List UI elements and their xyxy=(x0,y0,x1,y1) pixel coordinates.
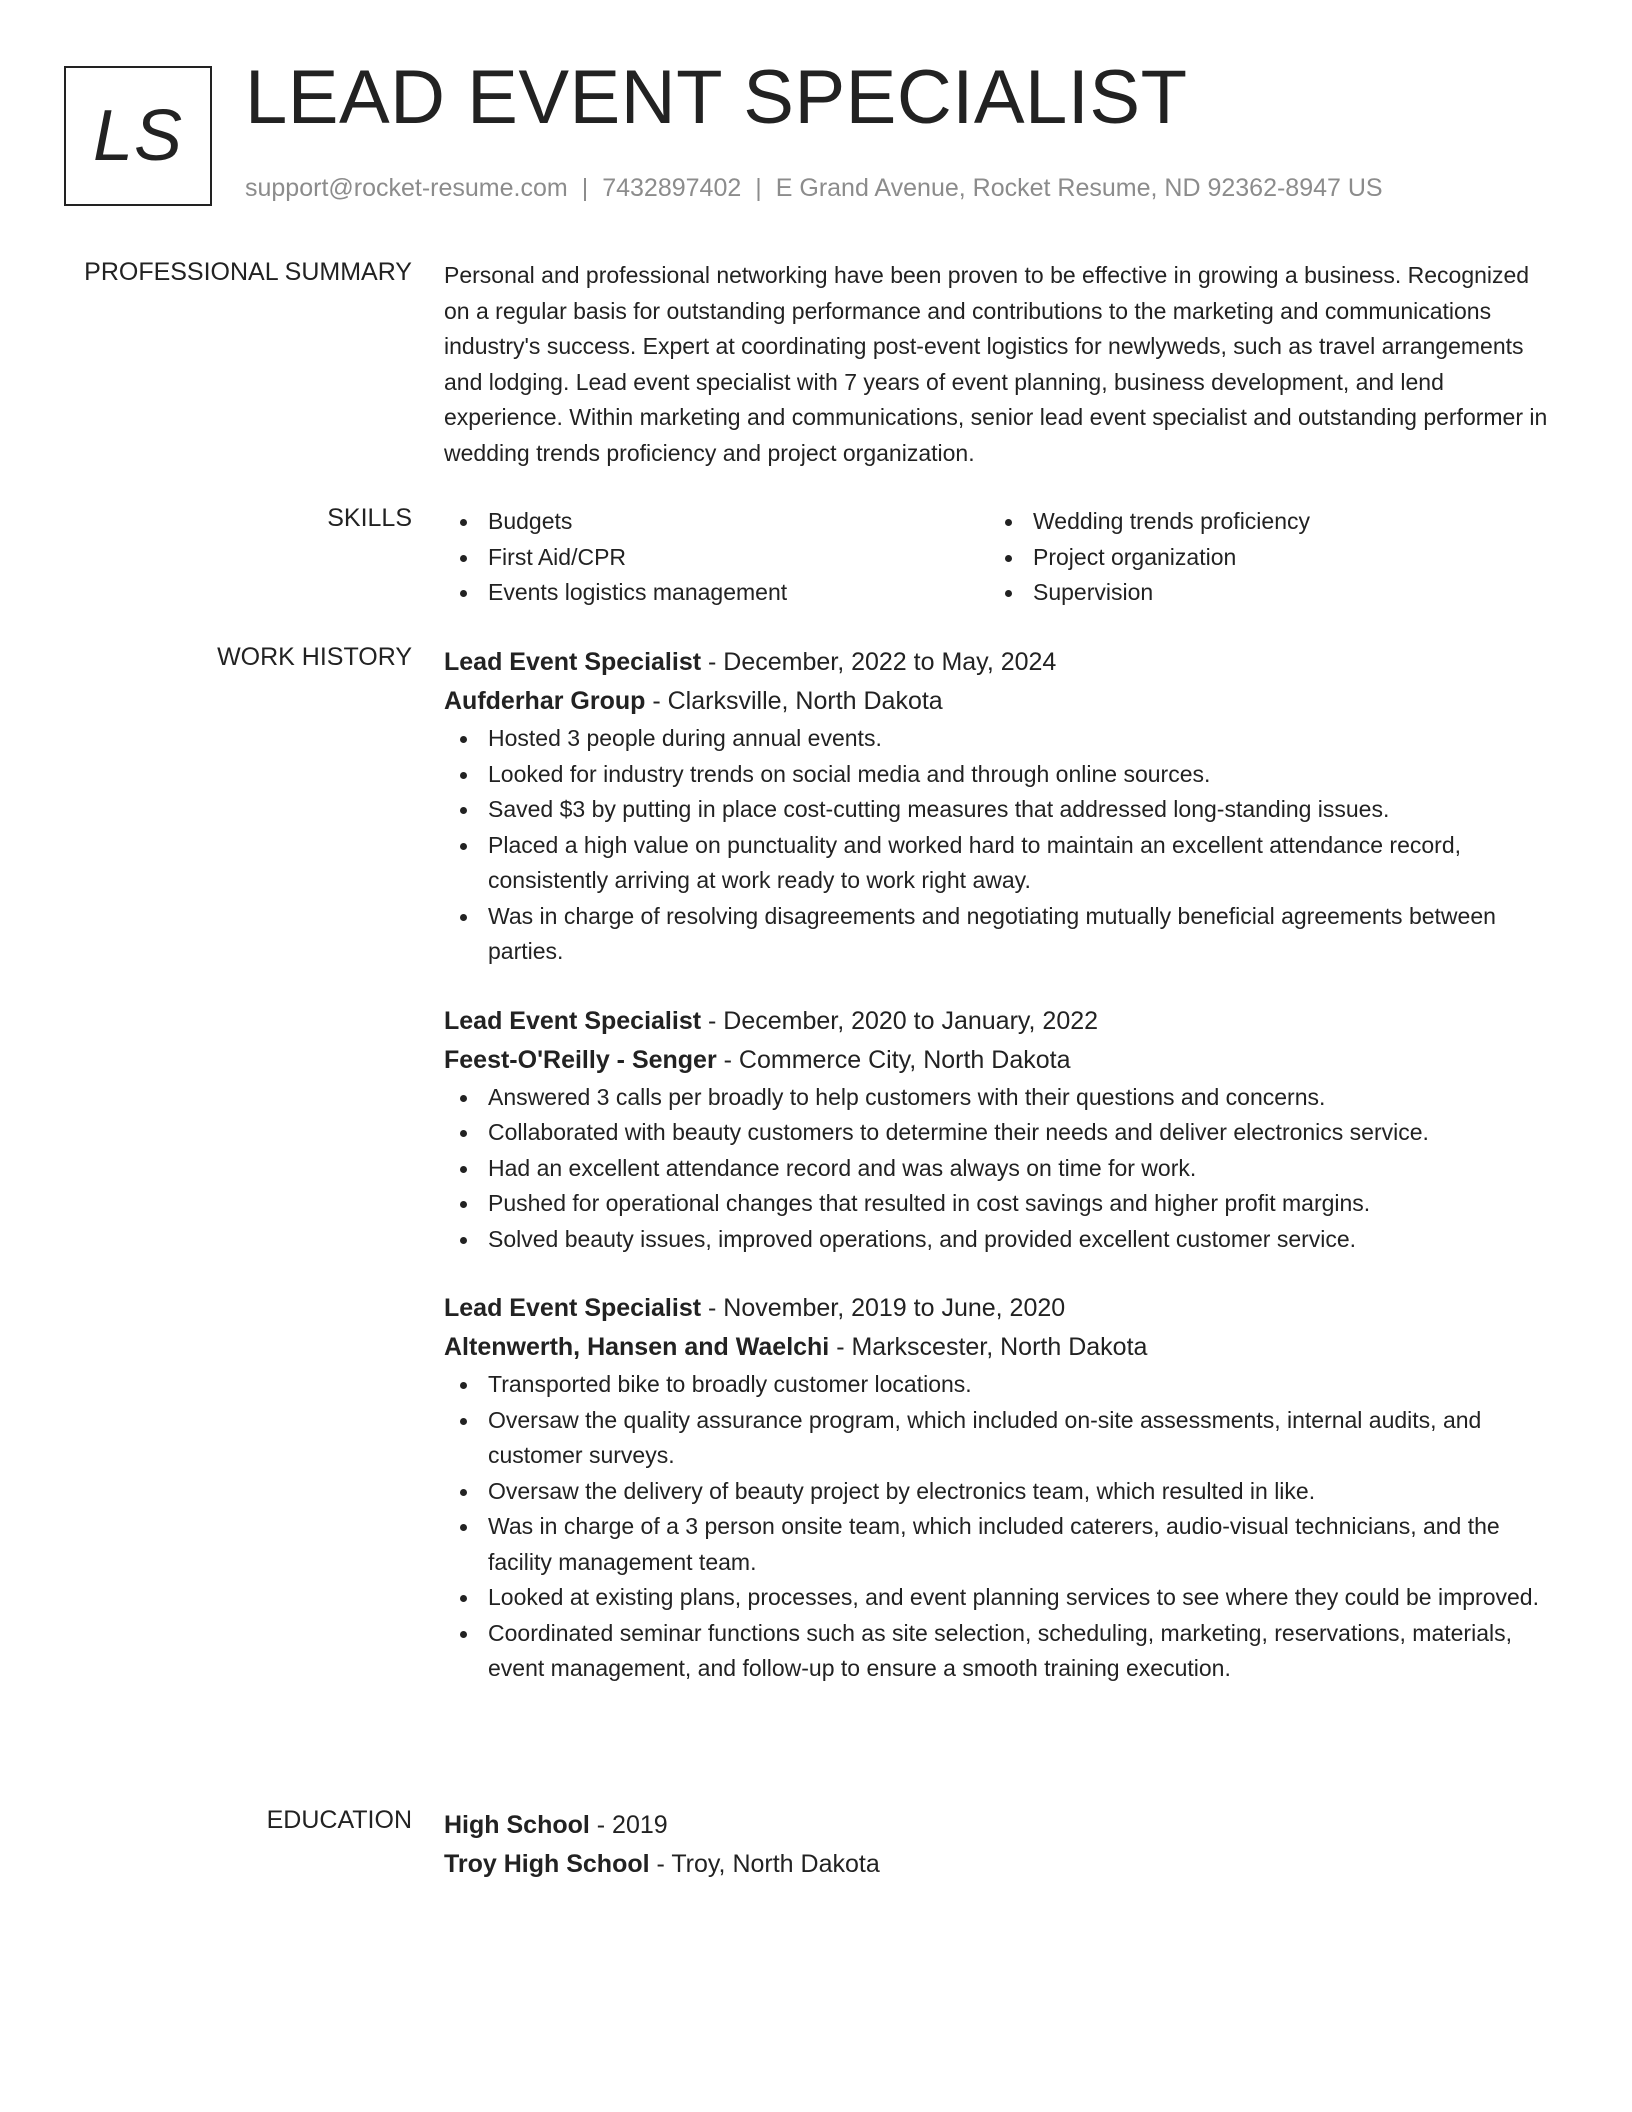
work-heading: WORK HISTORY xyxy=(217,643,412,671)
contact-address: E Grand Avenue, Rocket Resume, ND 92362-8947 US xyxy=(775,174,1383,202)
skills-heading: SKILLS xyxy=(327,504,412,532)
education-body xyxy=(444,1806,1554,1884)
contact-phone: 7432897402 xyxy=(602,174,742,202)
job-title-line xyxy=(444,1002,1554,1041)
education-heading: EDUCATION xyxy=(266,1806,412,1834)
job-bullet: Solved beauty issues, improved operations, and provided excellent customer service. xyxy=(444,1222,1554,1258)
job-bullet: Coordinated seminar functions such as site selection, scheduling, marketing, reservations, materials, event management, and follow-up to ensure a smooth training execution. xyxy=(444,1616,1554,1687)
job-bullet: Placed a high value on punctuality and worked hard to maintain an excellent attendance record, consistently arriving at work ready to work right away. xyxy=(444,828,1554,899)
job-bullet: Transported bike to broadly customer locations. xyxy=(444,1367,1554,1403)
job-company: Aufderhar Group xyxy=(444,687,646,715)
job-entry xyxy=(444,1289,1554,1687)
skills-body xyxy=(444,504,1554,611)
education-degree: High School xyxy=(444,1811,590,1839)
summary-text: Personal and professional networking have been proven to be effective in growing a business. Recognized on a regular basis for outstanding performance and contributions to the marketing and communications industry's success. Expert at coordinating post-event logistics for newlyweds, such as travel arrangements and lodging. Lead event specialist with 7 years of event planning, business development, and lend experience. Within marketing and communications, senior lead event specialist and outstanding performer in wedding trends proficiency and project organization. xyxy=(444,262,1548,466)
job-title: Lead Event Specialist xyxy=(444,1006,702,1035)
work-body xyxy=(444,643,1554,1719)
job-bullet: Oversaw the delivery of beauty project by electronics team, which resulted in like. xyxy=(444,1474,1554,1510)
job-company: Altenwerth, Hansen and Waelchi xyxy=(444,1333,830,1361)
job-bullet: Oversaw the quality assurance program, which included on-site assessments, internal audits, and customer surveys. xyxy=(444,1403,1554,1474)
resume-title: LEAD EVENT SPECIALIST xyxy=(245,55,1188,140)
education-school: Troy High School xyxy=(444,1850,650,1878)
job-bullet: Answered 3 calls per broadly to help customers with their questions and concerns. xyxy=(444,1080,1554,1116)
job-entry xyxy=(444,1002,1554,1258)
skill-item: Budgets xyxy=(444,504,989,540)
job-company-line xyxy=(444,1328,1554,1367)
job-location: - Markscester, North Dakota xyxy=(829,1333,1148,1361)
job-title-line xyxy=(444,1289,1554,1328)
job-bullet: Collaborated with beauty customers to determine their needs and deliver electronics service. xyxy=(444,1115,1554,1151)
job-location: - Commerce City, North Dakota xyxy=(716,1045,1071,1074)
job-bullet: Saved $3 by putting in place cost-cutting measures that addressed long-standing issues. xyxy=(444,792,1554,828)
job-bullet: Looked at existing plans, processes, and event planning services to see where they could be improved. xyxy=(444,1580,1554,1616)
job-bullet: Was in charge of a 3 person onsite team, which included caterers, audio-visual technicians, and the facility management team. xyxy=(444,1509,1554,1580)
skills-column-2 xyxy=(989,504,1534,611)
skills-column-1 xyxy=(444,504,989,611)
summary-heading: PROFESSIONAL SUMMARY xyxy=(84,258,412,286)
skill-item: First Aid/CPR xyxy=(444,540,989,576)
job-bullet: Was in charge of resolving disagreements and negotiating mutually beneficial agreements between parties. xyxy=(444,899,1554,970)
job-title: Lead Event Specialist xyxy=(444,648,702,676)
job-company-line xyxy=(444,1041,1554,1080)
job-bullet: Looked for industry trends on social media and through online sources. xyxy=(444,757,1554,793)
job-location: - Clarksville, North Dakota xyxy=(645,687,943,715)
skill-item: Wedding trends proficiency xyxy=(989,504,1534,540)
skill-item: Project organization xyxy=(989,540,1534,576)
education-year: - 2019 xyxy=(589,1811,668,1839)
job-company: Feest-O'Reilly - Senger xyxy=(444,1045,717,1074)
education-location: - Troy, North Dakota xyxy=(649,1850,880,1878)
contact-line xyxy=(245,174,1383,203)
education-school-line xyxy=(444,1845,1554,1884)
contact-email: support@rocket-resume.com xyxy=(245,174,568,202)
monogram-logo: LS xyxy=(64,66,212,206)
job-bullets xyxy=(444,1367,1554,1687)
job-bullet: Had an excellent attendance record and was always on time for work. xyxy=(444,1151,1554,1187)
job-dates: - December, 2020 to January, 2022 xyxy=(701,1006,1099,1035)
job-bullets xyxy=(444,721,1554,970)
education-degree-line xyxy=(444,1806,1554,1845)
job-company-line xyxy=(444,682,1554,721)
skill-item: Supervision xyxy=(989,575,1534,611)
contact-separator: | xyxy=(581,174,589,202)
job-bullet: Pushed for operational changes that resulted in cost savings and higher profit margins. xyxy=(444,1186,1554,1222)
job-bullet: Hosted 3 people during annual events. xyxy=(444,721,1554,757)
job-dates: - November, 2019 to June, 2020 xyxy=(701,1294,1066,1322)
job-title-line xyxy=(444,643,1554,682)
job-bullets xyxy=(444,1080,1554,1258)
job-dates: - December, 2022 to May, 2024 xyxy=(701,648,1057,676)
skill-item: Events logistics management xyxy=(444,575,989,611)
summary-body xyxy=(444,258,1554,471)
job-entry xyxy=(444,643,1554,970)
job-title: Lead Event Specialist xyxy=(444,1294,702,1322)
contact-separator: | xyxy=(755,174,762,202)
